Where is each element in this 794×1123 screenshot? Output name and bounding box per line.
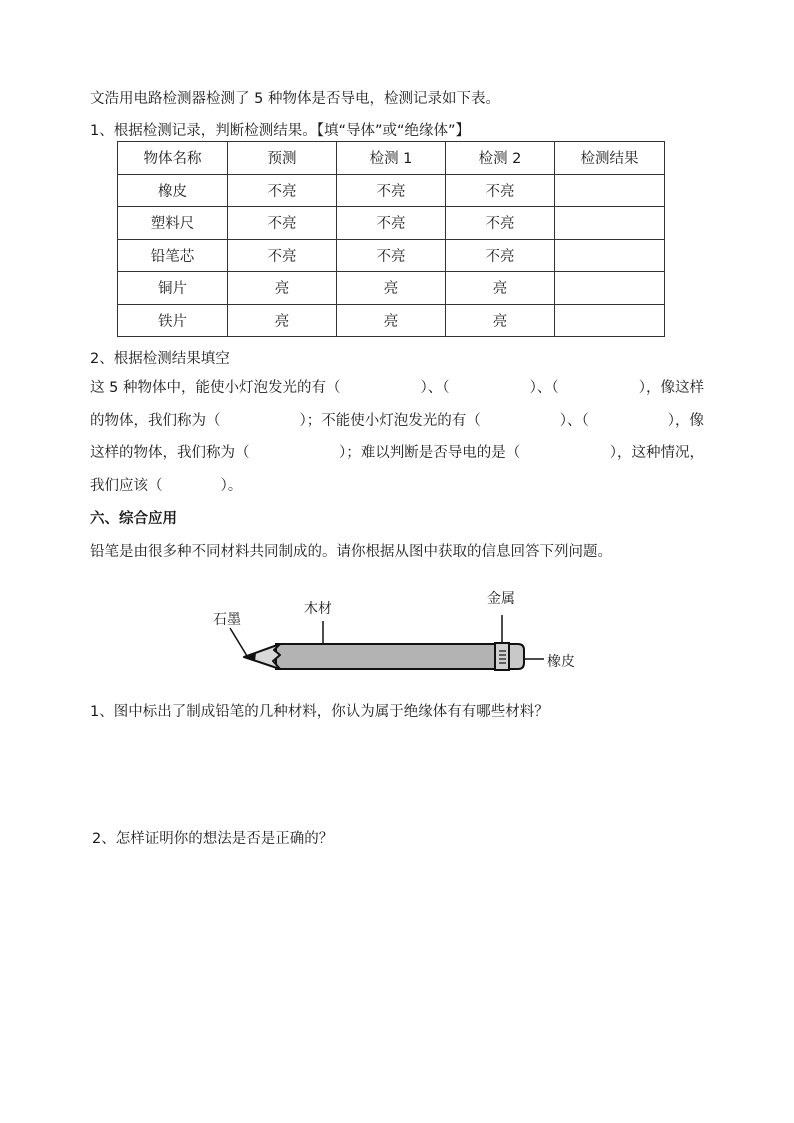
table-cell: 亮 [337, 304, 446, 337]
table-cell: 不亮 [337, 174, 446, 207]
table-cell: 不亮 [228, 207, 337, 240]
result-answer-cell[interactable] [555, 174, 665, 207]
question-2-title: 2、根据检测结果填空 [90, 351, 230, 367]
table-header-row [118, 142, 665, 175]
table-cell: 铁片 [118, 304, 228, 337]
result-answer-cell[interactable] [555, 304, 665, 337]
detection-record-table [117, 141, 665, 337]
fill-text: ），这种情况， [609, 445, 704, 461]
fill-blank[interactable] [240, 405, 280, 438]
result-answer-cell[interactable] [555, 239, 665, 272]
table-row [118, 304, 665, 337]
answer-area-2[interactable] [90, 858, 704, 1058]
fill-text: ），像这样 [638, 380, 704, 396]
table-cell: 不亮 [337, 239, 446, 272]
fill-text: 这 5 种物体中，能使小灯泡发光的有（ [90, 380, 341, 396]
fill-text: 这样的物体，我们称为（ [90, 445, 250, 461]
fill-text: ）、（ [529, 380, 559, 396]
table-cell: 不亮 [446, 239, 555, 272]
table-cell: 不亮 [228, 239, 337, 272]
fill-line-4 [90, 470, 704, 503]
table-header-cell: 预测 [228, 142, 337, 175]
intro-text: 文浩用电路检测器检测了 5 种物体是否导电，检测记录如下表。 [90, 91, 500, 107]
table-cell: 橡皮 [118, 174, 228, 207]
fill-blank[interactable] [361, 372, 401, 405]
table-cell: 不亮 [228, 174, 337, 207]
label-wood: 木材 [304, 601, 332, 617]
table-cell: 不亮 [337, 207, 446, 240]
fill-text: 我们应该（ [90, 477, 163, 494]
table-cell: 亮 [337, 272, 446, 305]
section-6-heading: 六、综合应用 [90, 511, 177, 527]
section-6-question-2: 2、怎样证明你的想法是否是正确的？ [92, 831, 334, 847]
table-cell: 铜片 [118, 272, 228, 305]
fill-blank[interactable] [470, 372, 510, 405]
table-row [118, 239, 665, 272]
table-header-cell: 检测 2 [446, 142, 555, 175]
result-answer-cell[interactable] [555, 272, 665, 305]
answer-area-1[interactable] [90, 730, 704, 820]
fill-in-paragraph [90, 372, 704, 502]
label-eraser: 橡皮 [547, 654, 575, 670]
section-6-intro: 铅笔是由很多种不同材料共同制成的。请你根据从图中获取的信息回答下列问题。 [90, 544, 612, 560]
table-row [118, 207, 665, 240]
table-header-cell: 检测 1 [337, 142, 446, 175]
label-metal: 金属 [487, 591, 515, 607]
fill-line-1 [90, 372, 704, 405]
fill-line-2 [90, 405, 704, 438]
fill-blank[interactable] [545, 437, 585, 470]
table-cell: 亮 [228, 272, 337, 305]
table-row [118, 174, 665, 207]
fill-text: ）。 [220, 477, 243, 494]
table-cell: 塑料尺 [118, 207, 228, 240]
table-cell: 亮 [446, 272, 555, 305]
table-cell: 铅笔芯 [118, 239, 228, 272]
fill-line-3 [90, 437, 704, 470]
table-header-cell: 物体名称 [118, 142, 228, 175]
fill-text: ）；难以判断是否导电的是（ [339, 445, 521, 461]
table-row [118, 272, 665, 305]
fill-text: 的物体，我们称为（ [90, 412, 221, 429]
section-6-question-1: 1、图中标出了制成铅笔的几种材料，你认为属于绝缘体有有哪些材料？ [90, 704, 549, 720]
table-cell: 不亮 [446, 174, 555, 207]
question-1-title: 1、根据检测记录，判断检测结果。【填“导体”或“绝缘体”】 [90, 123, 471, 139]
result-answer-cell[interactable] [555, 207, 665, 240]
pencil-diagram [200, 580, 600, 680]
table-cell: 亮 [228, 304, 337, 337]
fill-blank[interactable] [608, 405, 648, 438]
table-cell: 不亮 [446, 207, 555, 240]
table-cell: 亮 [446, 304, 555, 337]
table-header-cell: 检测结果 [555, 142, 665, 175]
fill-text: ）、（ [420, 380, 450, 396]
label-graphite: 石墨 [213, 612, 241, 628]
fill-blank[interactable] [500, 405, 540, 438]
fill-text: ），像 [667, 412, 704, 429]
fill-blank[interactable] [274, 437, 314, 470]
pencil-icon [200, 580, 600, 680]
fill-text: ）；不能使小灯泡发光的有（ [299, 412, 481, 429]
fill-blank[interactable] [163, 470, 221, 503]
fill-blank[interactable] [579, 372, 619, 405]
fill-text: ）、（ [559, 412, 589, 429]
